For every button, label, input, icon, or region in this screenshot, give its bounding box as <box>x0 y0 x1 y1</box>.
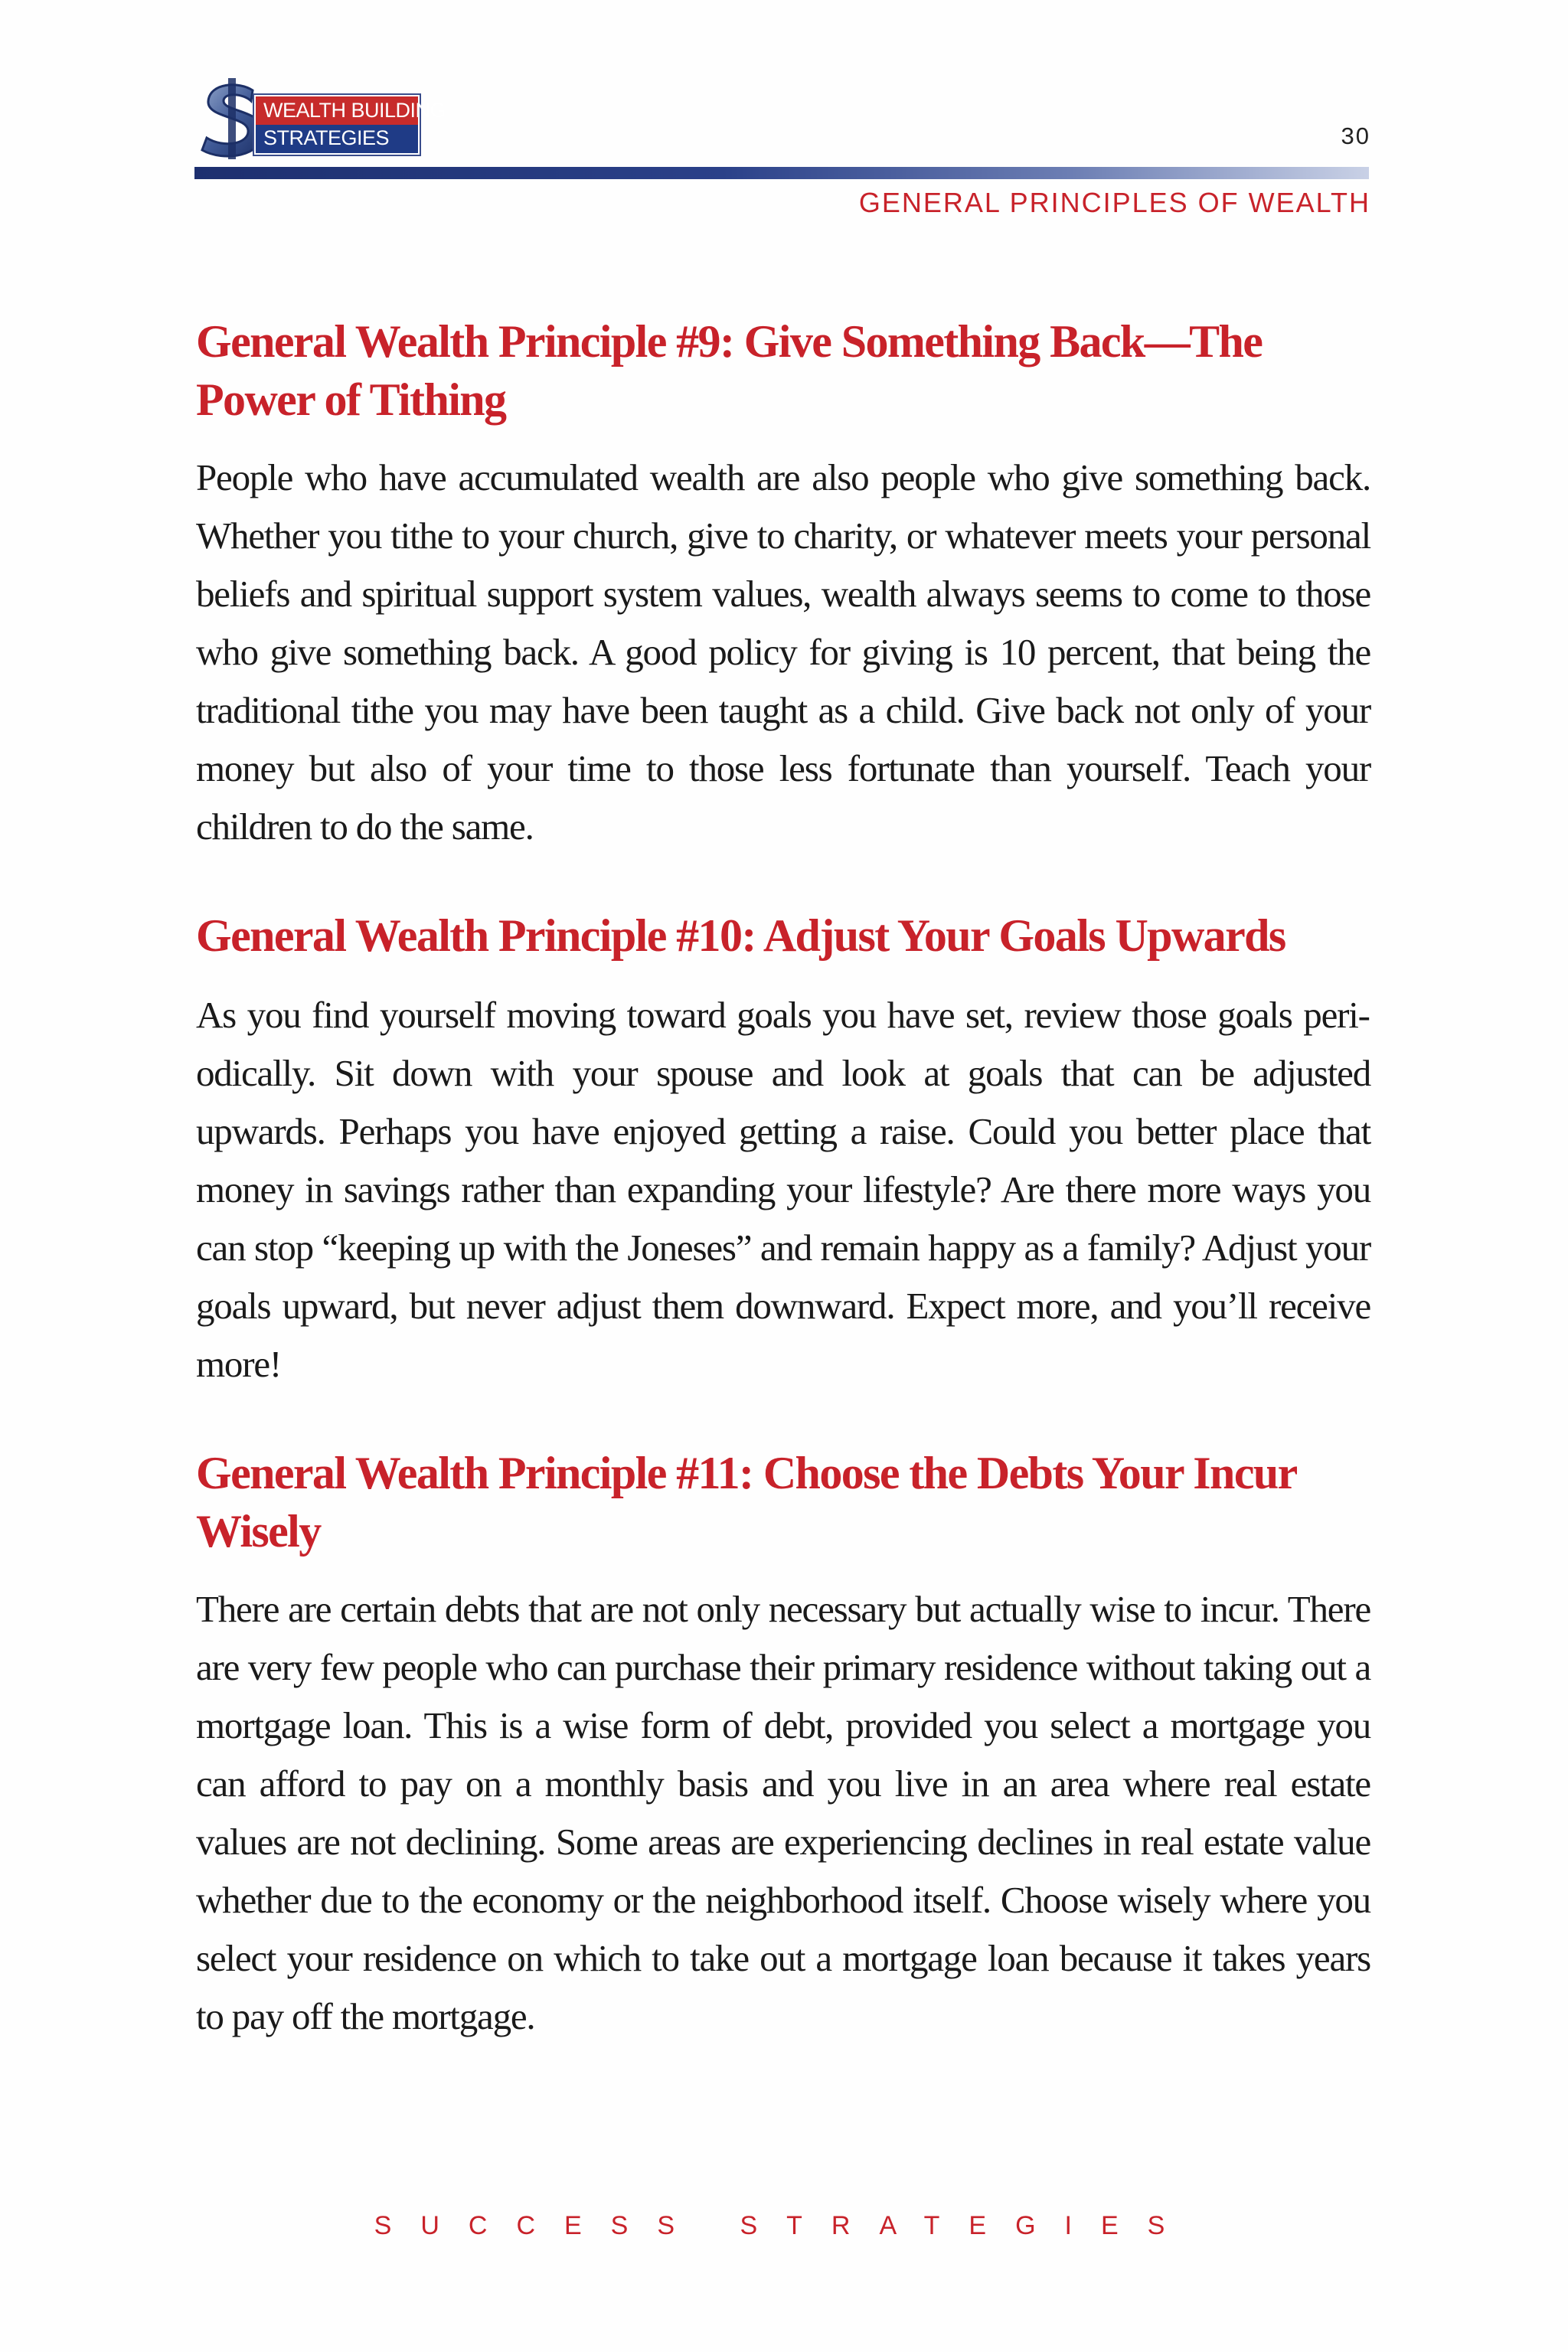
principle-11-heading: General Wealth Principle #11: Choose the Debts Your Incur Wisely <box>196 1448 1296 1557</box>
principle-9-body: People who have accumulated wealth are also people who give something back. Whether you tithe to your church, give to charity, or whatever meets your personal beliefs and spiritual support system values, wealth always seems to come to those who give something back. A good policy for giving is 10 percent, that being the traditional tithe you may have been taught as a child. Give back not only of your money but also of your time to those less fortunate than yourself. Teach your children to do the same. <box>196 456 1370 848</box>
principle-11-body: There are certain debts that are not only necessary but actually wise to incur. There are very few people who can purchase their primary residence without taking out a mortgage loan. This is a wise form of debt, provided you select a mortgage you can afford to pay on a monthly basis and you live in an area where real estate values are not declining. Some areas are experiencing declines in real estate value whether due to the economy or the neighborhood itself. Choose wisely where you select your residence on which to take out a mortgage loan because it takes years to pay off the mortgage. <box>196 1588 1370 2037</box>
principle-9-heading: General Wealth Principle #9: Give Something Back—The Power of Tithing <box>196 316 1263 425</box>
header-rule <box>194 167 1369 179</box>
logo-line-1: WEALTH BUILDING <box>263 99 446 122</box>
footer-series-title: SUCCESS STRATEGIES <box>374 2211 1194 2240</box>
logo-wordmark-box <box>254 95 446 155</box>
running-section-title: GENERAL PRINCIPLES OF WEALTH <box>858 187 1370 218</box>
page-number: 30 <box>1341 122 1370 149</box>
logo-line-2: STRATEGIES <box>263 126 390 149</box>
principle-10-body: As you find yourself moving toward goals you have set, review those goals periodically. Sit down with your spouse and look at goals that can be adjusted upwards. Perhaps you have enjoyed getting a raise. Could you better place that money in savings rather than expanding your lifestyle? Are there more ways you can stop “keeping up with the Joneses” and remain happy as a family? Adjust your goals upward, but never adjust them downward. Expect more, and you’ll receive more! <box>196 994 1370 1385</box>
wealth-building-strategies-logo <box>193 77 446 161</box>
page-content <box>196 312 1370 2046</box>
principle-10-heading: General Wealth Principle #10: Adjust Your Goals Upwards <box>196 910 1285 961</box>
